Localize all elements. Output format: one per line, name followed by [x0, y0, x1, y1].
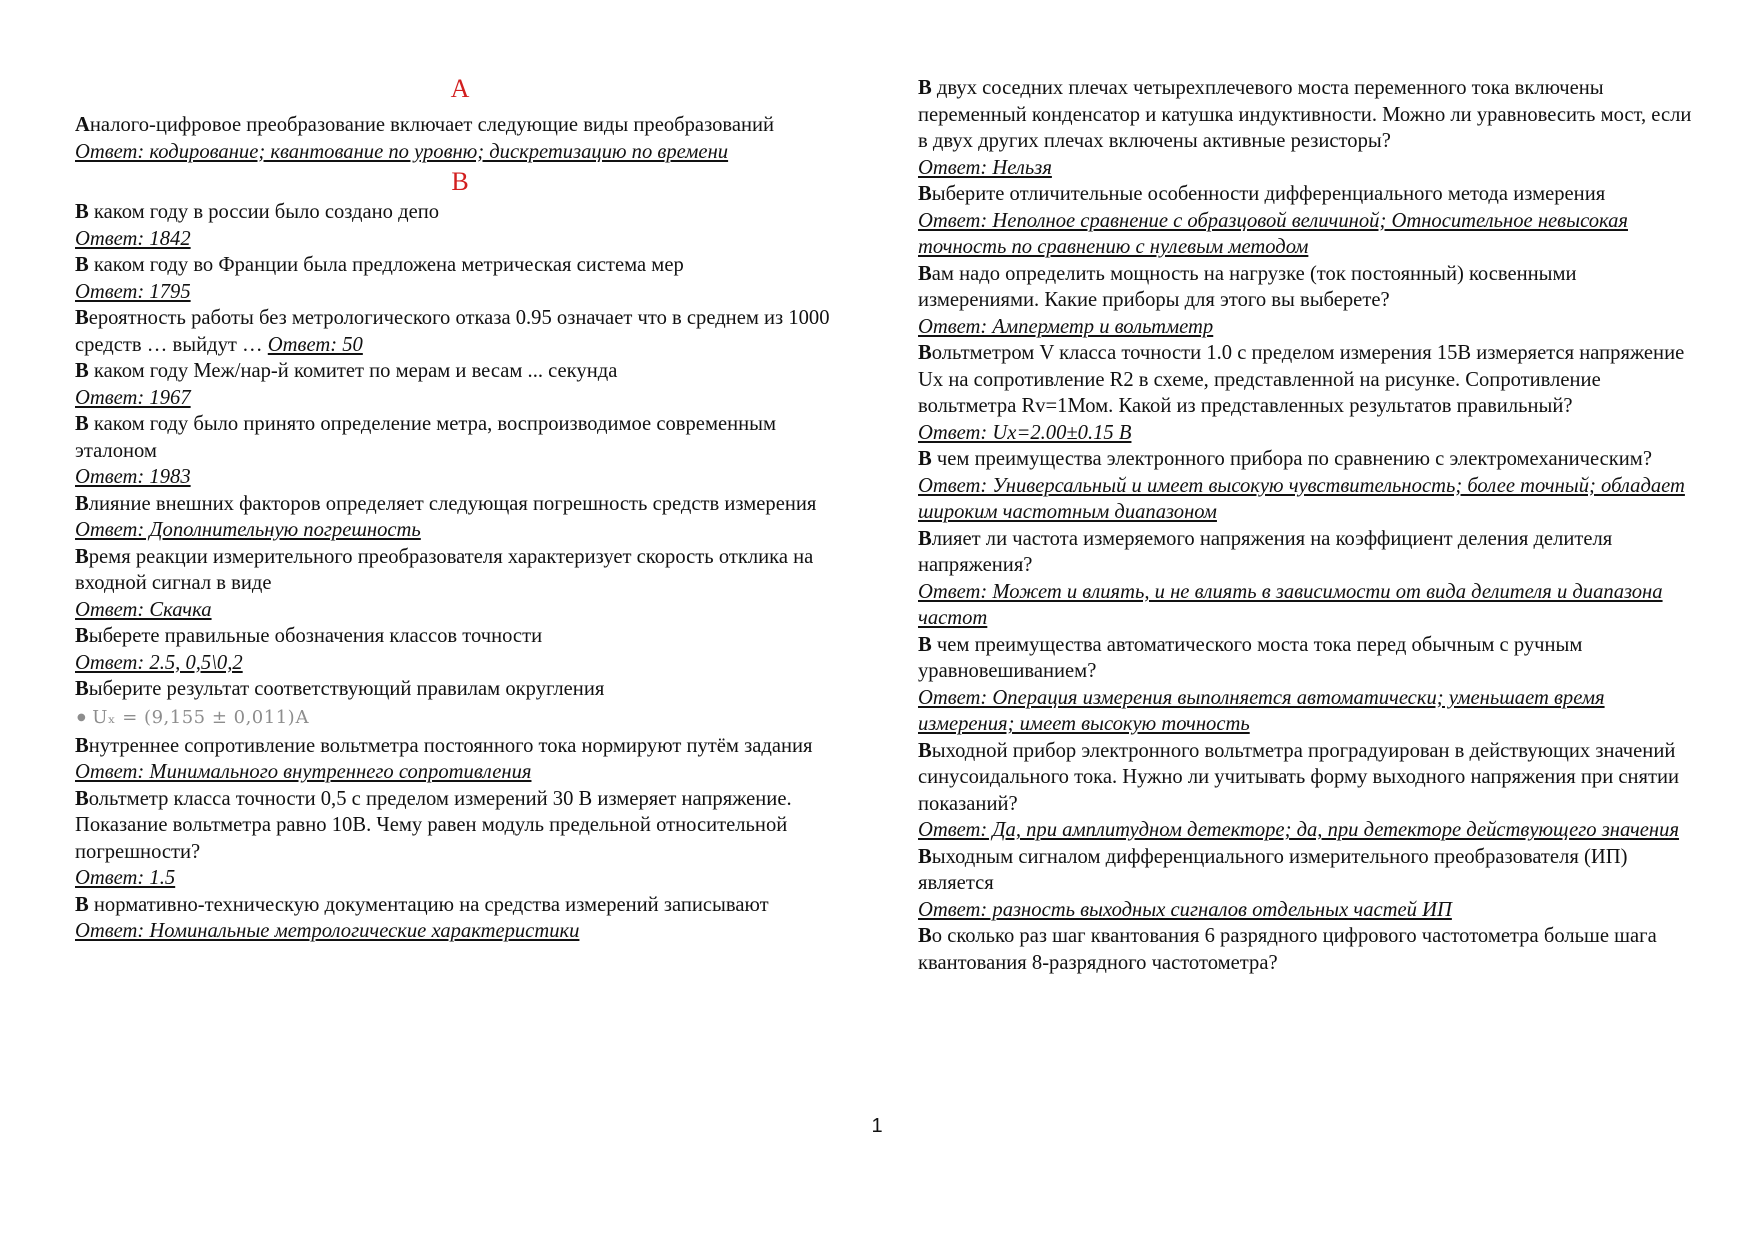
answer-r3: Ответ: Ux=2.00±0.15 В: [918, 421, 1132, 444]
question-3: Вероятность работы без метрологического отказа 0.95 означает что в среднем из 1000 средств … выйдут … Ответ: 50: [75, 307, 830, 356]
question-2: В каком году во Франции была предложена метрическая система мер: [75, 254, 684, 276]
question-r1: Выберите отличительные особенности дифференциального метода измерения: [918, 183, 1606, 205]
question-8: Выберете правильные обозначения классов точности: [75, 625, 543, 647]
section-letter-b: В: [451, 167, 469, 196]
question-9: Выберите результат соответствующий правилам округления: [75, 678, 605, 700]
question-r2: Вам надо определить мощность на нагрузке (ток постоянный) косвенными измерениями. Какие приборы для этого вы выберете?: [918, 262, 1577, 311]
answer-8: Ответ: 2.5, 0,5\0,2: [75, 651, 243, 674]
answer-4: Ответ: 1967: [75, 386, 191, 409]
question-11: Вольтметр класса точности 0,5 с пределом измерений 30 В измеряет напряжение. Показание вольтметра равно 10В. Чему равен модуль предельной относительной погрешности?: [75, 787, 792, 863]
question-r3: Вольтметром V класса точности 1.0 с пределом измерения 15В измеряется напряжение Ux на сопротивление R2 в схеме, представленной на рисунке. Сопротивление вольтметра Rv=1Мом. Какой из представленных результатов правильный?: [918, 342, 1685, 417]
answer-r7: Ответ: Да, при амплитудном детекторе; да, при детекторе действующего значения: [918, 819, 1680, 841]
answer-7: Ответ: Скачка: [75, 598, 212, 621]
question-r0: В двух соседних плечах четырехплечевого моста переменного тока включены переменный конденсатор и катушка индуктивности. Можно ли уравновесить мост, если в двух других плечах включены активные резисторы?: [918, 77, 1692, 152]
question-1: В каком году в россии было создано депо: [75, 201, 440, 223]
answer-r5: Ответ: Может и влиять, и не влиять в зависимости от вида делителя и диапазона частот: [918, 580, 1663, 629]
question-r5: Влияет ли частота измеряемого напряжения на коэффициент деления делителя напряжения?: [918, 527, 1613, 576]
answer-6: Ответ: Дополнительную погрешность: [75, 519, 421, 541]
bullet-icon: ●: [77, 711, 87, 723]
question-r7: Выходной прибор электронного вольтметра проградуирован в действующих значений синусоидального тока. Нужно ли учитывать форму выходного напряжения при снятии показаний?: [918, 739, 1680, 815]
answer-2: Ответ: 1795: [75, 280, 191, 303]
question-12: В нормативно-техническую документацию на средства измерений записывают: [75, 893, 769, 916]
question-r9: Во сколько раз шаг квантования 6 разрядного цифрового частотометра больше шага квантования 8-разрядного частотометра?: [918, 925, 1657, 974]
answer-5: Ответ: 1983: [75, 466, 191, 488]
question-10: Внутреннее сопротивление вольтметра постоянного тока нормируют путём задания: [75, 734, 813, 757]
question-7: Время реакции измерительного преобразователя характеризует скорость отклика на входной сигнал в виде: [75, 545, 814, 594]
answer-r6: Ответ: Операция измерения выполняется автоматически; уменьшает время измерения; имеет высокую точность: [918, 686, 1605, 735]
formula-image: ● Uₓ = (9,155 ± 0,011)А: [77, 706, 310, 728]
answer-r4: Ответ: Универсальный и имеет высокую чувствительность; более точный; обладает широким частотным диапазоном: [918, 474, 1685, 523]
question-0: Аналого-цифровое преобразование включает следующие виды преобразований: [75, 114, 775, 136]
section-letter-a: А: [450, 74, 470, 103]
answer-0: Ответ: кодирование; квантование по уровню; дискретизацию по времени: [75, 140, 729, 163]
right-column: [918, 75, 1698, 976]
question-6: Влияние внешних факторов определяет следующая погрешность средств измерения: [75, 492, 817, 515]
answer-r2: Ответ: Амперметр и вольтметр: [918, 315, 1214, 338]
answer-r1: Ответ: Неполное сравнение с образцовой величиной; Относительное невысокая точность по сравнению с нулевым методом: [918, 209, 1628, 258]
question-5: В каком году было принято определение метра, воспроизводимое современным эталоном: [75, 413, 777, 462]
answer-12: Ответ: Номинальные метрологические характеристики: [75, 920, 580, 942]
question-4: В каком году Меж/нар-й комитет по мерам и весам ... секунда: [75, 360, 618, 382]
page-number: 1: [871, 1115, 883, 1137]
answer-r0: Ответ: Нельзя: [918, 156, 1052, 179]
answer-r8: Ответ: разность выходных сигналов отдельных частей ИП: [918, 898, 1452, 921]
answer-3: Ответ: 50: [267, 333, 363, 356]
question-r6: В чем преимущества автоматического моста тока перед обычным с ручным уравновешиванием?: [918, 633, 1583, 682]
answer-1: Ответ: 1842: [75, 227, 191, 250]
answer-11: Ответ: 1.5: [75, 867, 176, 889]
question-r8: Выходным сигналом дифференциального измерительного преобразователя (ИП) является: [918, 845, 1628, 894]
answer-10: Ответ: Минимального внутреннего сопротивления: [75, 761, 532, 783]
left-column: [75, 72, 855, 945]
question-r4: В чем преимущества электронного прибора по сравнению с электромеханическим?: [918, 448, 1652, 470]
